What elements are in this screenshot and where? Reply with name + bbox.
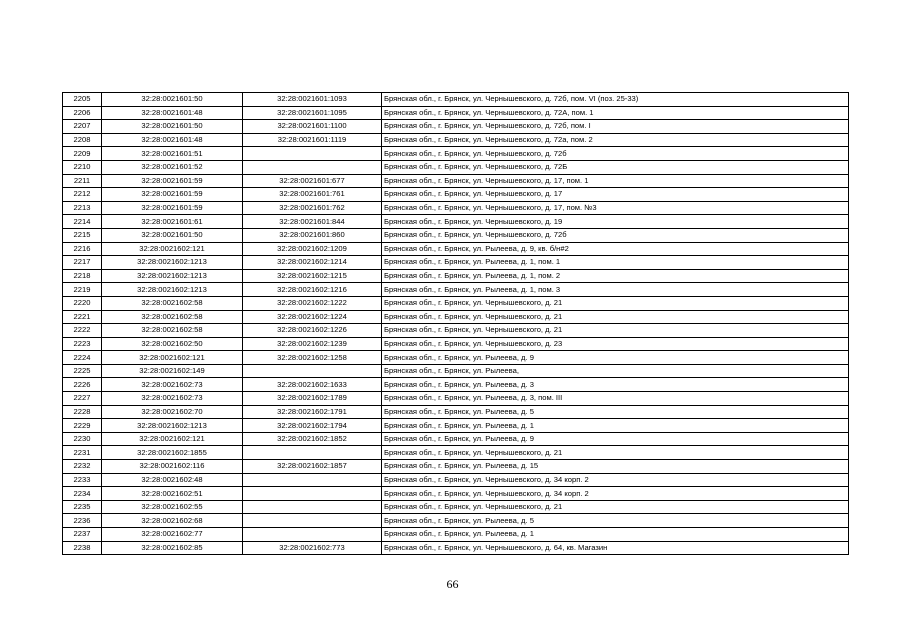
object-number-cell: 32:28:0021602:1209 — [243, 242, 382, 256]
parcel-number-cell: 32:28:0021602:1213 — [102, 419, 243, 433]
parcel-number-cell: 32:28:0021601:59 — [102, 174, 243, 188]
table-row — [63, 256, 849, 270]
table-row — [63, 133, 849, 147]
row-number-cell: 2225 — [63, 364, 102, 378]
address-cell: Брянская обл., г. Брянск, ул. Чернышевского, д. 34 корп. 2 — [382, 487, 849, 501]
table-row — [63, 242, 849, 256]
table-row — [63, 541, 849, 555]
parcel-number-cell: 32:28:0021602:121 — [102, 351, 243, 365]
object-number-cell: 32:28:0021602:1224 — [243, 310, 382, 324]
object-number-cell: 32:28:0021602:1226 — [243, 324, 382, 338]
parcel-number-cell: 32:28:0021601:50 — [102, 120, 243, 134]
table-row — [63, 215, 849, 229]
object-number-cell: 32:28:0021601:1093 — [243, 93, 382, 107]
row-number-cell: 2224 — [63, 351, 102, 365]
object-number-cell: 32:28:0021602:1857 — [243, 460, 382, 474]
row-number-cell: 2215 — [63, 228, 102, 242]
table-row — [63, 487, 849, 501]
table-row — [63, 364, 849, 378]
address-cell: Брянская обл., г. Брянск, ул. Рылеева, д. 15 — [382, 460, 849, 474]
row-number-cell: 2207 — [63, 120, 102, 134]
parcel-number-cell: 32:28:0021602:116 — [102, 460, 243, 474]
object-number-cell — [243, 528, 382, 542]
row-number-cell: 2231 — [63, 446, 102, 460]
address-cell: Брянская обл., г. Брянск, ул. Рылеева, д. 5 — [382, 514, 849, 528]
row-number-cell: 2228 — [63, 405, 102, 419]
parcel-number-cell: 32:28:0021602:1213 — [102, 269, 243, 283]
table-row — [63, 93, 849, 107]
row-number-cell: 2223 — [63, 337, 102, 351]
parcel-number-cell: 32:28:0021602:55 — [102, 500, 243, 514]
table-row — [63, 378, 849, 392]
object-number-cell: 32:28:0021602:1789 — [243, 392, 382, 406]
parcel-number-cell: 32:28:0021602:1213 — [102, 256, 243, 270]
address-cell: Брянская обл., г. Брянск, ул. Рылеева, д. 1, пом. 3 — [382, 283, 849, 297]
object-number-cell: 32:28:0021601:860 — [243, 228, 382, 242]
table-row — [63, 228, 849, 242]
row-number-cell: 2221 — [63, 310, 102, 324]
object-number-cell — [243, 364, 382, 378]
table-row — [63, 106, 849, 120]
address-cell: Брянская обл., г. Брянск, ул. Чернышевского, д. 72А, пом. 1 — [382, 106, 849, 120]
address-cell: Брянская обл., г. Брянск, ул. Рылеева, д. 1 — [382, 419, 849, 433]
address-cell: Брянская обл., г. Брянск, ул. Чернышевского, д. 34 корп. 2 — [382, 473, 849, 487]
parcel-number-cell: 32:28:0021602:58 — [102, 324, 243, 338]
row-number-cell: 2237 — [63, 528, 102, 542]
table-row — [63, 392, 849, 406]
parcel-number-cell: 32:28:0021601:50 — [102, 93, 243, 107]
row-number-cell: 2220 — [63, 296, 102, 310]
address-cell: Брянская обл., г. Брянск, ул. Чернышевского, д. 17 — [382, 188, 849, 202]
property-table-body — [63, 93, 849, 555]
object-number-cell: 32:28:0021602:1258 — [243, 351, 382, 365]
parcel-number-cell: 32:28:0021601:61 — [102, 215, 243, 229]
address-cell: Брянская обл., г. Брянск, ул. Чернышевского, д. 72б — [382, 228, 849, 242]
table-row — [63, 283, 849, 297]
row-number-cell: 2210 — [63, 160, 102, 174]
object-number-cell: 32:28:0021602:1633 — [243, 378, 382, 392]
parcel-number-cell: 32:28:0021602:58 — [102, 310, 243, 324]
parcel-number-cell: 32:28:0021602:121 — [102, 242, 243, 256]
row-number-cell: 2235 — [63, 500, 102, 514]
row-number-cell: 2236 — [63, 514, 102, 528]
address-cell: Брянская обл., г. Брянск, ул. Чернышевского, д. 17, пом. №3 — [382, 201, 849, 215]
object-number-cell — [243, 147, 382, 161]
object-number-cell: 32:28:0021601:677 — [243, 174, 382, 188]
row-number-cell: 2218 — [63, 269, 102, 283]
parcel-number-cell: 32:28:0021602:58 — [102, 296, 243, 310]
table-row — [63, 201, 849, 215]
address-cell: Брянская обл., г. Брянск, ул. Чернышевского, д. 72б — [382, 147, 849, 161]
row-number-cell: 2211 — [63, 174, 102, 188]
row-number-cell: 2229 — [63, 419, 102, 433]
parcel-number-cell: 32:28:0021601:51 — [102, 147, 243, 161]
row-number-cell: 2219 — [63, 283, 102, 297]
table-row — [63, 419, 849, 433]
object-number-cell — [243, 514, 382, 528]
parcel-number-cell: 32:28:0021602:77 — [102, 528, 243, 542]
parcel-number-cell: 32:28:0021602:68 — [102, 514, 243, 528]
address-cell: Брянская обл., г. Брянск, ул. Рылеева, — [382, 364, 849, 378]
parcel-number-cell: 32:28:0021602:48 — [102, 473, 243, 487]
address-cell: Брянская обл., г. Брянск, ул. Чернышевского, д. 72б, пом. I — [382, 120, 849, 134]
table-row — [63, 269, 849, 283]
object-number-cell: 32:28:0021602:1214 — [243, 256, 382, 270]
object-number-cell: 32:28:0021601:761 — [243, 188, 382, 202]
parcel-number-cell: 32:28:0021601:48 — [102, 106, 243, 120]
table-row — [63, 473, 849, 487]
parcel-number-cell: 32:28:0021601:52 — [102, 160, 243, 174]
parcel-number-cell: 32:28:0021602:121 — [102, 432, 243, 446]
address-cell: Брянская обл., г. Брянск, ул. Рылеева, д. 1, пом. 1 — [382, 256, 849, 270]
parcel-number-cell: 32:28:0021601:59 — [102, 201, 243, 215]
address-cell: Брянская обл., г. Брянск, ул. Рылеева, д. 9 — [382, 351, 849, 365]
object-number-cell: 32:28:0021601:1119 — [243, 133, 382, 147]
parcel-number-cell: 32:28:0021601:50 — [102, 228, 243, 242]
address-cell: Брянская обл., г. Брянск, ул. Чернышевского, д. 72а, пом. 2 — [382, 133, 849, 147]
page-number: 66 — [446, 577, 459, 591]
row-number-cell: 2205 — [63, 93, 102, 107]
object-number-cell — [243, 446, 382, 460]
object-number-cell — [243, 473, 382, 487]
table-row — [63, 296, 849, 310]
row-number-cell: 2226 — [63, 378, 102, 392]
parcel-number-cell: 32:28:0021602:1213 — [102, 283, 243, 297]
address-cell: Брянская обл., г. Брянск, ул. Рылеева, д. 3, пом. III — [382, 392, 849, 406]
row-number-cell: 2217 — [63, 256, 102, 270]
object-number-cell: 32:28:0021601:762 — [243, 201, 382, 215]
object-number-cell: 32:28:0021602:1222 — [243, 296, 382, 310]
address-cell: Брянская обл., г. Брянск, ул. Чернышевского, д. 19 — [382, 215, 849, 229]
parcel-number-cell: 32:28:0021602:51 — [102, 487, 243, 501]
object-number-cell: 32:28:0021602:1216 — [243, 283, 382, 297]
table-row — [63, 337, 849, 351]
table-row — [63, 147, 849, 161]
address-cell: Брянская обл., г. Брянск, ул. Чернышевского, д. 21 — [382, 446, 849, 460]
address-cell: Брянская обл., г. Брянск, ул. Чернышевского, д. 23 — [382, 337, 849, 351]
address-cell: Брянская обл., г. Брянск, ул. Рылеева, д. 1, пом. 2 — [382, 269, 849, 283]
object-number-cell: 32:28:0021601:1100 — [243, 120, 382, 134]
table-row — [63, 446, 849, 460]
row-number-cell: 2212 — [63, 188, 102, 202]
address-cell: Брянская обл., г. Брянск, ул. Чернышевского, д. 21 — [382, 296, 849, 310]
row-number-cell: 2227 — [63, 392, 102, 406]
address-cell: Брянская обл., г. Брянск, ул. Чернышевского, д. 17, пом. 1 — [382, 174, 849, 188]
row-number-cell: 2209 — [63, 147, 102, 161]
table-row — [63, 460, 849, 474]
address-cell: Брянская обл., г. Брянск, ул. Рылеева, д. 1 — [382, 528, 849, 542]
object-number-cell: 32:28:0021601:844 — [243, 215, 382, 229]
object-number-cell: 32:28:0021602:773 — [243, 541, 382, 555]
property-table — [62, 92, 849, 555]
table-row — [63, 120, 849, 134]
row-number-cell: 2214 — [63, 215, 102, 229]
address-cell: Брянская обл., г. Брянск, ул. Чернышевского, д. 21 — [382, 324, 849, 338]
row-number-cell: 2234 — [63, 487, 102, 501]
address-cell: Брянская обл., г. Брянск, ул. Чернышевского, д. 72б, пом. VI (поз. 25-33) — [382, 93, 849, 107]
row-number-cell: 2232 — [63, 460, 102, 474]
table-row — [63, 324, 849, 338]
address-cell: Брянская обл., г. Брянск, ул. Рылеева, д. 5 — [382, 405, 849, 419]
table-row — [63, 432, 849, 446]
object-number-cell: 32:28:0021602:1852 — [243, 432, 382, 446]
parcel-number-cell: 32:28:0021602:70 — [102, 405, 243, 419]
object-number-cell: 32:28:0021601:1095 — [243, 106, 382, 120]
table-row — [63, 174, 849, 188]
object-number-cell: 32:28:0021602:1239 — [243, 337, 382, 351]
object-number-cell — [243, 160, 382, 174]
row-number-cell: 2206 — [63, 106, 102, 120]
parcel-number-cell: 32:28:0021601:59 — [102, 188, 243, 202]
object-number-cell: 32:28:0021602:1215 — [243, 269, 382, 283]
address-cell: Брянская обл., г. Брянск, ул. Рылеева, д. 9, кв. б/н#2 — [382, 242, 849, 256]
object-number-cell — [243, 487, 382, 501]
parcel-number-cell: 32:28:0021602:50 — [102, 337, 243, 351]
parcel-number-cell: 32:28:0021602:85 — [102, 541, 243, 555]
address-cell: Брянская обл., г. Брянск, ул. Чернышевского, д. 72Б — [382, 160, 849, 174]
row-number-cell: 2208 — [63, 133, 102, 147]
object-number-cell — [243, 500, 382, 514]
table-row — [63, 405, 849, 419]
row-number-cell: 2233 — [63, 473, 102, 487]
address-cell: Брянская обл., г. Брянск, ул. Чернышевского, д. 21 — [382, 500, 849, 514]
object-number-cell: 32:28:0021602:1794 — [243, 419, 382, 433]
parcel-number-cell: 32:28:0021602:73 — [102, 392, 243, 406]
address-cell: Брянская обл., г. Брянск, ул. Рылеева, д. 3 — [382, 378, 849, 392]
table-row — [63, 351, 849, 365]
parcel-number-cell: 32:28:0021602:1855 — [102, 446, 243, 460]
row-number-cell: 2238 — [63, 541, 102, 555]
table-row — [63, 514, 849, 528]
address-cell: Брянская обл., г. Брянск, ул. Чернышевского, д. 21 — [382, 310, 849, 324]
row-number-cell: 2213 — [63, 201, 102, 215]
table-row — [63, 188, 849, 202]
table-row — [63, 500, 849, 514]
table-row — [63, 310, 849, 324]
object-number-cell: 32:28:0021602:1791 — [243, 405, 382, 419]
row-number-cell: 2230 — [63, 432, 102, 446]
table-row — [63, 528, 849, 542]
address-cell: Брянская обл., г. Брянск, ул. Рылеева, д. 9 — [382, 432, 849, 446]
row-number-cell: 2222 — [63, 324, 102, 338]
parcel-number-cell: 32:28:0021602:149 — [102, 364, 243, 378]
table-row — [63, 160, 849, 174]
parcel-number-cell: 32:28:0021602:73 — [102, 378, 243, 392]
row-number-cell: 2216 — [63, 242, 102, 256]
address-cell: Брянская обл., г. Брянск, ул. Чернышевского, д. 64, кв. Магазин — [382, 541, 849, 555]
parcel-number-cell: 32:28:0021601:48 — [102, 133, 243, 147]
